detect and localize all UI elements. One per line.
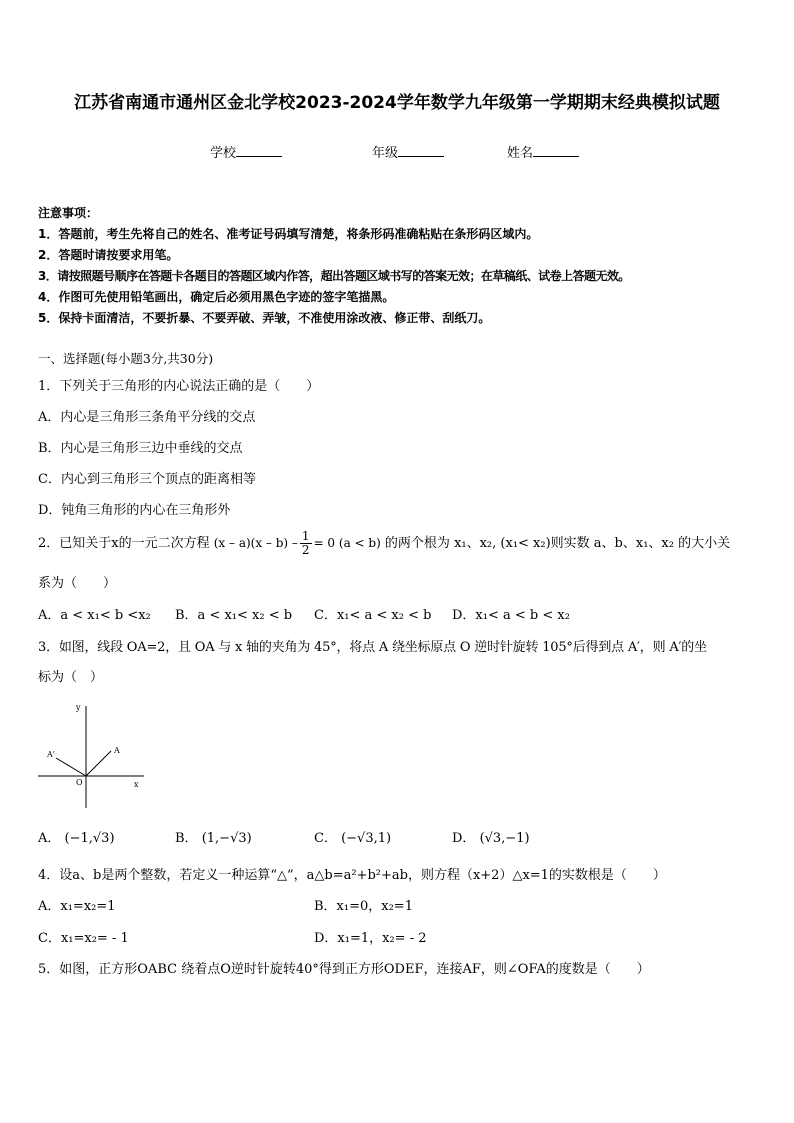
- q2-option-a[interactable]: A．a < x₁< b <x₂: [38, 608, 151, 623]
- q2-line2: 系为（ ）: [38, 576, 117, 591]
- name-label: 姓名: [507, 146, 534, 161]
- note-item: 3．请按照题号顺序在答题卡各题目的答题区域内作答，超出答题区域书写的答案无效；在草稿纸、试卷上答题无效。: [38, 269, 630, 283]
- notes-block: [38, 203, 630, 329]
- q1-option-a[interactable]: A．内心是三角形三条角平分线的交点: [38, 410, 256, 425]
- q3-option-d-label: D．: [452, 831, 476, 846]
- section-heading: 一、选择题(每小题3分,共30分): [38, 351, 214, 366]
- note-item: 4．作图可先使用铅笔画出，确定后必须用黑色字迹的签字笔描黑。: [38, 290, 395, 304]
- segment-oa-prime: [56, 758, 86, 776]
- note-item: 2．答题时请按要求用笔。: [38, 248, 179, 262]
- x-axis-label: x: [134, 780, 139, 789]
- question-3-stem: 3．如图，线段 OA=2，且 OA 与 x 轴的夹角为 45°，将点 A 绕坐标原点 O 逆时针旋转 105°后得到点 A′，则 A′的坐: [38, 640, 707, 655]
- q2-roots: x₁、x₂, (x₁< x₂): [454, 536, 551, 551]
- grade-label: 年级: [372, 146, 399, 161]
- q3-option-b[interactable]: [175, 827, 252, 846]
- q2-fraction-denominator: 2: [301, 543, 310, 557]
- school-blank[interactable]: [236, 144, 282, 157]
- q4-option-a[interactable]: A．x₁=x₂=1: [38, 899, 116, 914]
- note-item: 5．保持卡面清洁，不要折暴、不要弄破、弄皱，不准使用涂改液、修正带、刮纸刀。: [38, 311, 491, 325]
- q1-option-b[interactable]: B．内心是三角形三边中垂线的交点: [38, 441, 243, 456]
- note-item: 1．答题前，考生先将自己的姓名、准考证号码填写清楚，将条形码准确粘贴在条形码区域内。: [38, 227, 539, 241]
- q2-mid: 的两个根为: [384, 536, 450, 551]
- question-2-stem: [38, 530, 730, 557]
- q4-option-b[interactable]: B．x₁=0，x₂=1: [314, 899, 413, 914]
- question-4-stem: 4．设a、b是两个整数，若定义一种运算“△”，a△b=a²+b²+ab，则方程（x+2）△x=1的实数根是（ ）: [38, 868, 666, 883]
- name-field[interactable]: [507, 142, 579, 161]
- question-5-stem: 5．如图，正方形OABC 绕着点O逆时针旋转40°得到正方形ODEF，连接AF，则∠OFA的度数是（ ）: [38, 962, 650, 977]
- q1-option-c[interactable]: C．内心到三角形三个顶点的距离相等: [38, 472, 256, 487]
- q3-option-a-value: (−1,√3): [64, 831, 115, 846]
- q2-fraction-numerator: 1: [301, 529, 310, 543]
- q2-option-c[interactable]: C．x₁< a < x₂ < b: [314, 608, 432, 623]
- q4-option-c[interactable]: C．x₁=x₂= - 1: [38, 931, 129, 946]
- q2-fraction: [300, 530, 312, 557]
- q4-option-d[interactable]: D．x₁=1，x₂= - 2: [314, 931, 427, 946]
- q3-coordinate-graph: [36, 700, 151, 812]
- segment-oa: [86, 751, 111, 776]
- q3-option-b-value: (1,−√3): [201, 831, 252, 846]
- q1-option-d[interactable]: D．钝角三角形的内心在三角形外: [38, 503, 231, 518]
- y-axis-label: y: [76, 703, 81, 712]
- q2-pre: 2．已知关于x的一元二次方程: [38, 536, 210, 551]
- point-a-label: A: [114, 746, 120, 755]
- name-blank[interactable]: [533, 144, 579, 157]
- origin-label: O: [76, 778, 83, 787]
- grade-blank[interactable]: [398, 144, 444, 157]
- q2-post: 则实数 a、b、x₁、x₂ 的大小关: [550, 536, 731, 551]
- school-field[interactable]: [210, 142, 282, 161]
- point-a-prime-label: A': [47, 750, 55, 759]
- q3-option-c[interactable]: [314, 827, 391, 846]
- page-title: 江苏省南通市通州区金北学校2023-2024学年数学九年级第一学期期末经典模拟试题: [74, 93, 720, 113]
- grade-field[interactable]: [372, 142, 444, 161]
- q3-option-a[interactable]: [38, 827, 115, 846]
- q3-option-b-label: B．: [175, 831, 198, 846]
- q2-equation-left: (x – a)(x – b) –: [213, 536, 298, 550]
- q3-option-d[interactable]: [452, 827, 530, 846]
- q3-option-a-label: A．: [38, 831, 61, 846]
- question-1-stem: 1．下列关于三角形的内心说法正确的是（ ）: [38, 379, 320, 394]
- q3-option-d-value: (√3,−1): [479, 831, 530, 846]
- q3-option-c-label: C．: [314, 831, 337, 846]
- q2-option-b[interactable]: B．a < x₁< x₂ < b: [175, 608, 293, 623]
- notes-heading: 注意事项：: [38, 206, 99, 220]
- q2-option-d[interactable]: D．x₁< a < b < x₂: [452, 608, 570, 623]
- q3-option-c-value: (−√3,1): [341, 831, 392, 846]
- q2-equation-right: = 0 (a < b): [313, 536, 381, 550]
- q3-line2: 标为（ ）: [38, 670, 104, 685]
- school-label: 学校: [210, 146, 237, 161]
